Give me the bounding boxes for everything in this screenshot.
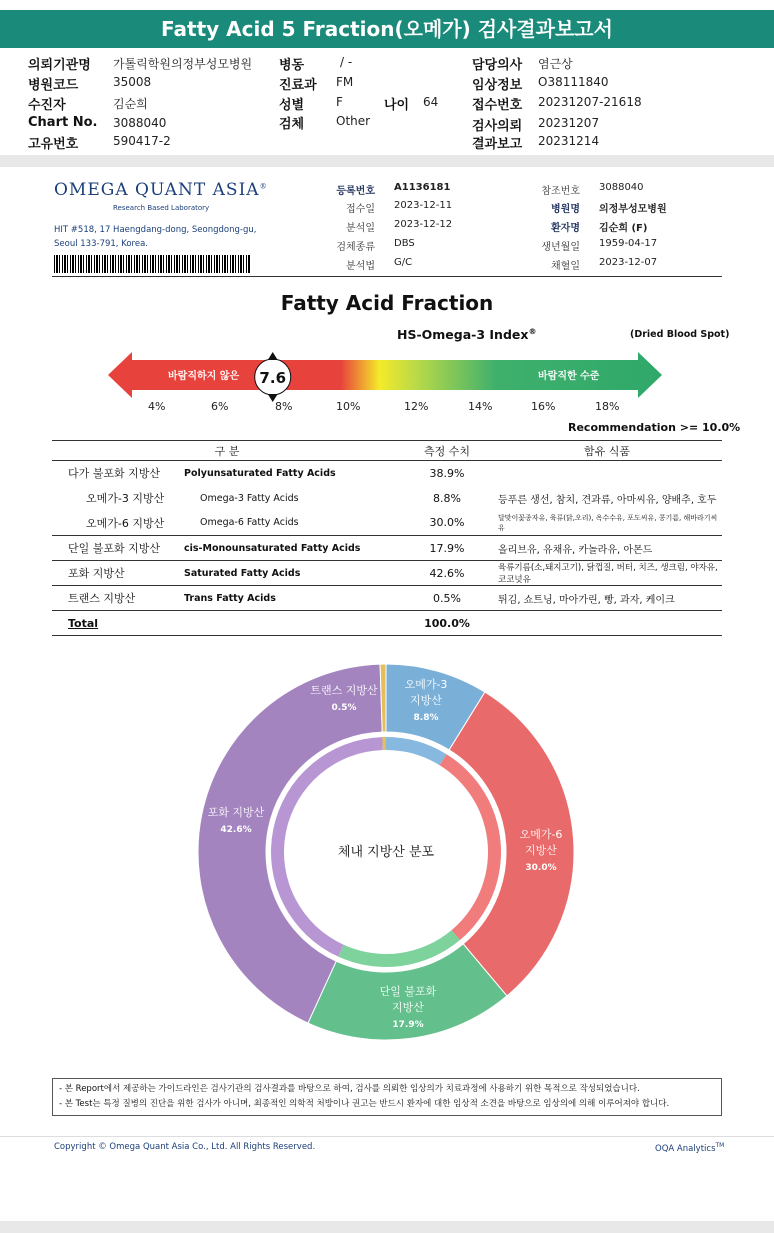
row-food [492,461,722,486]
index-name: HS-Omega-3 Index® [397,327,537,343]
header-value: 염근상 [538,57,573,71]
slice-value: 0.5% [331,703,357,713]
row-ko: 오메가-3 지방산 [86,492,165,505]
info-value: 의정부성모병원 [599,204,667,215]
gauge-marker-pointer-up [268,352,278,360]
row-en: Omega-6 Fatty Acids [200,517,299,529]
scale-tick: 4% [148,400,166,413]
header-value: 김순희 [113,97,148,111]
row-en: Trans Fatty Acids [184,586,402,611]
header-label: 병원코드 [28,78,79,93]
scale-tick: 18% [595,400,620,413]
table-row [52,486,722,511]
header-value: 35008 [113,75,152,89]
header-value: 가톨릭학원의정부성모병원 [113,57,253,71]
slice-name: 지방산 [392,1001,424,1014]
info-label: 환자명 [551,223,580,234]
recommendation: Recommendation >= 10.0% [568,421,741,434]
header-label: 검체 [279,117,305,132]
bottom-strip [0,1221,774,1233]
slice-name: 오메가-6 [519,828,563,841]
scale-tick: 16% [531,400,556,413]
info-value: 김순희 (F) [599,223,648,234]
info-label: 병원명 [551,204,580,215]
row-en: Omega-3 Fatty Acids [200,492,299,504]
disclaimer [52,1078,722,1116]
header-value: 20231214 [538,134,600,148]
row-food: 튀김, 쇼트닝, 마아가린, 빵, 과자, 케이크 [492,586,722,611]
slice-name: 지방산 [410,694,442,707]
slice-name: 트랜스 지방산 [310,684,378,697]
table-total-row [52,611,722,636]
header-label: 임상정보 [472,78,523,93]
header-label: 수진자 [28,98,66,113]
slice-value: 8.8% [413,713,439,723]
table-row [52,561,722,586]
info-label: 분석법 [346,261,375,272]
scale-tick: 12% [404,400,429,413]
report-title: Fatty Acid 5 Fraction(오메가) 검사결과보고서 [0,10,774,48]
row-ko: 포화 지방산 [52,561,184,586]
header-label: Chart No. [28,115,98,130]
header-value: 20231207 [538,116,600,130]
slice-value: 30.0% [525,863,557,873]
brand: OQA Analytics™ [655,1142,725,1154]
specimen-note: (Dried Blood Spot) [630,329,730,340]
info-value: 2023-12-12 [394,219,453,230]
slice-name: 단일 불포화 [379,985,437,998]
table-row [52,461,722,486]
row-value: 38.9% [402,461,492,486]
header-value: F [336,95,343,109]
gauge-value: 7.6 [259,369,287,387]
row-en: cis-Monounsaturated Fatty Acids [184,536,402,561]
table-header [52,441,722,461]
row-ko: 다가 불포화 지방산 [52,461,184,486]
total-label: Total [52,611,184,636]
gauge-left-label: 바람직하지 않은 [168,371,240,382]
slice-value: 17.9% [392,1020,424,1030]
slice-value: 42.6% [220,825,252,835]
header-label: 진료과 [279,78,317,93]
row-food: 육류기름(소,돼지고기), 닭껍질, 버터, 치즈, 생크림, 야자유, 코코넛유 [492,561,722,586]
info-value: DBS [394,238,415,249]
header-label: 고유번호 [28,137,79,152]
disclaimer-line: - 본 Report에서 제공하는 가이드라인은 검사기관의 검사결과를 바탕으로 하여, 검사를 의뢰한 임상의가 치료과정에 사용하기 위한 목적으로 작성되었습니다. [59,1084,640,1094]
header-label: 결과보고 [472,137,523,152]
info-label: 참조번호 [541,186,580,197]
header-label: 병동 [279,58,305,73]
info-value: G/C [394,257,413,268]
info-label: 채혈일 [551,261,580,272]
row-en: Polyunsaturated Fatty Acids [184,461,402,486]
header-value: 3088040 [113,116,167,130]
row-food: 달맞이꽃종자유, 육류(닭,오리), 옥수수유, 포도씨유, 콩기름, 해바라기씨유 [498,513,718,532]
lab-address: HIT #518, 17 Haengdang-dong, Seongdong-gu, Seoul 133-791, Korea. [54,225,257,249]
header-value: O38111840 [538,75,609,89]
row-food: 등푸른 생선, 참치, 견과류, 아마씨유, 양배추, 호두 [498,494,717,506]
header-value: FM [336,75,354,89]
gauge-right-label: 바람직한 수준 [538,371,600,382]
info-value: 1959-04-17 [599,238,658,249]
info-value: A1136181 [394,182,451,193]
info-label: 등록번호 [336,186,375,197]
table-row [52,586,722,611]
scale-tick: 8% [275,400,293,413]
fatty-acid-donut-chart [194,660,578,1044]
total-value: 100.0% [402,611,492,636]
header-food: 함유 식품 [492,441,722,461]
age-value: 64 [423,95,439,109]
row-value: 42.6% [402,561,492,586]
info-value: 2023-12-11 [394,200,453,211]
slice-name: 오메가-3 [404,678,448,691]
header-label: 담당의사 [472,58,523,73]
info-label: 생년월일 [541,242,580,253]
scale-tick: 6% [211,400,229,413]
header-value: 측정 수치 [402,441,492,461]
header-value: 20231207-21618 [538,95,642,109]
scale-tick: 14% [468,400,493,413]
header-label: 접수번호 [472,98,523,113]
row-ko: 단일 불포화 지방산 [52,536,184,561]
info-label: 접수일 [346,204,375,215]
footer-rule [0,1136,774,1137]
table-row [52,536,722,561]
header-category: 구 분 [52,441,402,461]
row-value: 17.9% [402,536,492,561]
age-label: 나이 [384,98,410,113]
lab-logo: OMEGA QUANT ASIA® [54,180,268,200]
row-en: Saturated Fatty Acids [184,561,402,586]
slice-name: 포화 지방산 [207,806,265,819]
table-row [52,511,722,536]
scale-tick: 10% [336,400,361,413]
gauge-marker-arrows [0,0,774,420]
header-label: 성별 [279,98,305,113]
header-label: 검사의뢰 [472,119,523,134]
lab-subtitle: Research Based Laboratory [113,204,210,212]
disclaimer-line: - 본 Test는 특정 질병의 진단을 위한 검사가 아니며, 최종적인 의학적 처방이나 권고는 반드시 환자에 대한 임상적 소견을 바탕으로 임상의에 의해 이루어져야 합니다. [59,1099,670,1109]
row-food: 올리브유, 유채유, 카놀라유, 아몬드 [492,536,722,561]
row-ko: 오메가-6 지방산 [86,516,165,530]
info-value: 2023-12-07 [599,257,658,268]
slice-name: 지방산 [525,844,557,857]
row-ko: 트랜스 지방산 [52,586,184,611]
row-value: 0.5% [402,586,492,611]
header-value: 590417-2 [113,134,171,148]
header-value: / - [340,55,353,69]
info-value: 3088040 [599,182,644,193]
info-label: 검체종류 [336,242,375,253]
chart-title: Fatty Acid Fraction [280,291,494,315]
header-label: 의뢰기관명 [28,58,91,73]
donut-center-label: 체내 지방산 분포 [337,845,435,860]
info-label: 분석일 [346,223,375,234]
copyright: Copyright © Omega Quant Asia Co., Ltd. All Rights Reserved. [54,1142,316,1152]
fatty-acid-table [52,440,722,636]
inner-ring-slice [382,737,386,750]
row-value: 30.0% [429,516,465,530]
header-value: Other [336,114,371,128]
row-value: 8.8% [433,491,461,505]
